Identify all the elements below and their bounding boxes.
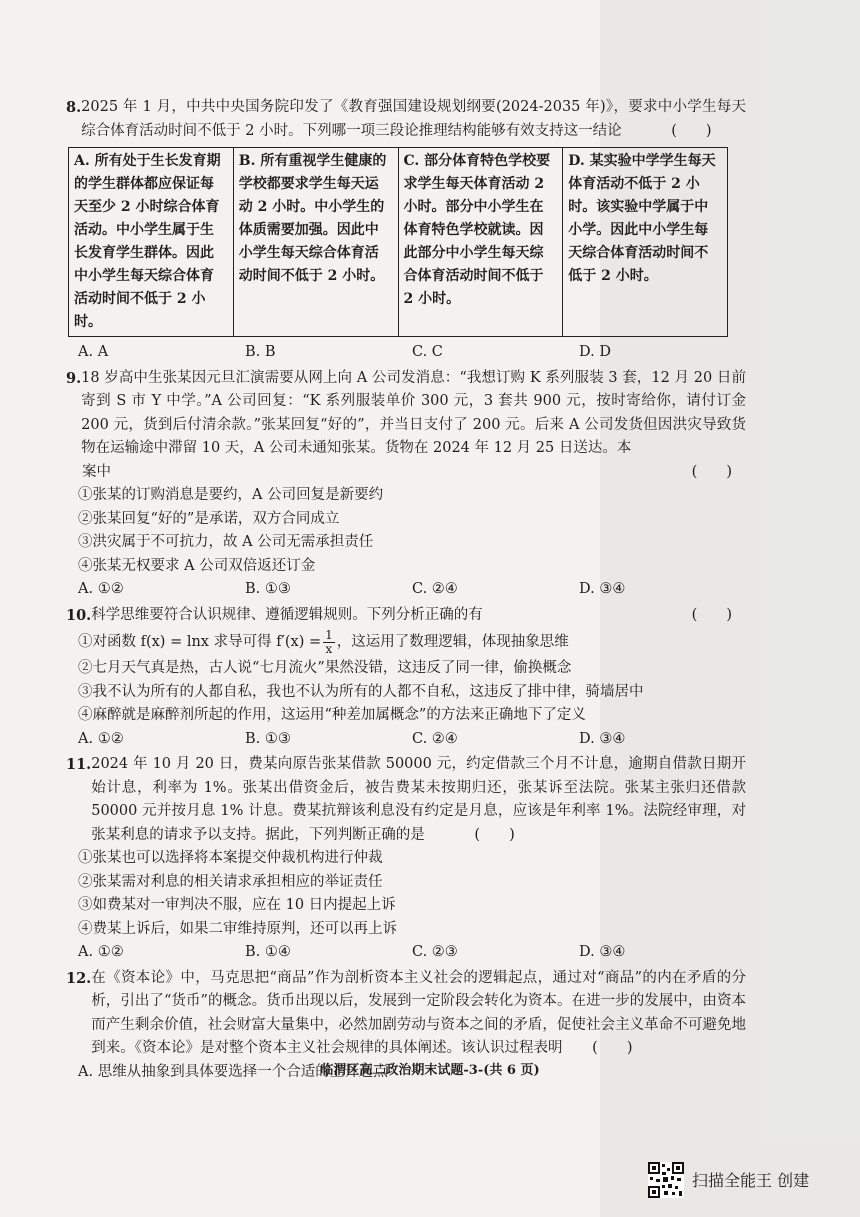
statement: ③如费某对一审判决不服，应在 10 日内提起上诉 xyxy=(78,897,396,913)
question-number: 8. xyxy=(66,99,82,116)
question-number: 9. xyxy=(66,369,82,387)
statement: ③洪灾属于不可抗力，故 A 公司无需承担责任 xyxy=(78,534,374,550)
scanner-watermark: 扫描全能王 创建 xyxy=(692,1171,810,1190)
option-a: A. ①② xyxy=(78,944,124,960)
question-number: 10. xyxy=(66,606,92,624)
statement: ②七月天气真是热，古人说“七月流火”果然没错，这违反了同一律，偷换概念 xyxy=(78,660,572,676)
syllogism-table xyxy=(68,147,728,337)
answer-bracket: ( ) xyxy=(671,122,712,139)
statement: ④麻醉就是麻醉剂所起的作用，这运用“种差加属概念”的方法来正确地下了定义 xyxy=(78,707,586,723)
question-text: 科学思维要符合认识规律、遵循逻辑规则。下列分析正确的有 xyxy=(91,606,483,623)
statement: ③我不认为所有的人都自私，我也不认为所有的人都不自私，这违反了排中律，骑墙居中 xyxy=(78,683,644,700)
statement: ②张某回复“好的”是承诺，双方合同成立 xyxy=(78,510,340,527)
answer-options xyxy=(66,728,746,752)
answer-bracket: ( ) xyxy=(474,826,515,843)
statement: ①对函数 f(x) = lnx 求导可得 f′(x) = $\frac{1}{x}$ ，这运用了数理逻辑，体现抽象思维 xyxy=(78,627,569,656)
option-d: D. D xyxy=(579,344,611,360)
fraction: $\frac{1}{x}$ xyxy=(325,627,333,656)
answer-bracket: ( ) xyxy=(691,463,732,480)
option-b: B. ①④ xyxy=(245,944,291,960)
question-11 xyxy=(66,753,746,965)
answer-options xyxy=(66,941,746,965)
page-footer: 临渭区高二政治期末试题-3-(共 6 页) xyxy=(320,1063,540,1078)
question-8 xyxy=(66,96,746,365)
question-text: 在《资本论》中，马克思把“商品”作为剖析资本主义社会的逻辑起点，通过对“商品”的内在矛盾的分析，引出了“货币”的概念。货币出现以后，发展到一定阶段会转化为资本。在进一步的发展中，由资本而产生剩余价值，社会财富大量集中，必然加剧劳动与资本之间的矛盾，促使社会主义革命不可避免地到来。《资本论》是对整个资本主义社会规律的具体阐述。该认识过程表明 ( ) xyxy=(91,967,746,1061)
option-a: A. ①② xyxy=(78,730,124,747)
statement: ④费某上诉后，如果二审维持原判，还可以再上诉 xyxy=(78,920,397,937)
question-text: 18 岁高中生张某因元旦汇演需要从网上向 A 公司发消息：“我想订购 K 系列服装 3 套，12 月 20 日前寄到 S 市 Y 中学。”A 公司回复：“K 系列服装单价 300 元，3 套共 900 元，按时寄给你，请付订金 200 元，货到后付清余款。”张某回复“好的”，并当日支付了 200 元。后来 A 公司发货但因洪灾导致货物在运输途中滞留 10 天，A 公司未通知张某。货物在 2024 年 12 月 25 日送达。本 xyxy=(81,369,746,456)
option-a: A. A xyxy=(78,344,109,360)
table-cell-a: A. 所有处于生长发育期的学生群体都应保证每天至少 2 小时综合体育活动。中小学生属于生长发育学生群体。因此中小学生每天综合体育活动时间不低于 2 小时。 xyxy=(69,148,234,337)
question-text-end: 案中 xyxy=(82,463,111,480)
table-cell-c: C. 部分体育特色学校要求学生每天体育活动 2 小时。部分中小学生在体育特色学校就读。因此部分中小学生每天综合体育活动时间不低于 2 小时。 xyxy=(398,148,563,337)
option-b: B. ①③ xyxy=(245,581,291,597)
qr-code-icon xyxy=(648,1162,684,1198)
statement: ④张某无权要求 A 公司双倍返还订金 xyxy=(78,557,316,574)
option-a: A. ①② xyxy=(78,581,124,597)
answer-options xyxy=(66,341,746,365)
question-text: 2024 年 10 月 20 日，费某向原告张某借款 50000 元，约定借款三个月不计息，逾期自借款日期开始计息，利率为 1%。张某出借资金后，被告费某未按期归还，张某诉至法院。张某主张归还借款 50000 元并按月息 1% 计息。费某抗辩该利息没有约定是月息，应该是年利率 1%。法院经审理，对张某利息的请求予以支持。据此，下列判断正确的是 ( ) xyxy=(91,753,746,847)
statement: ①张某也可以选择将本案提交仲裁机构进行仲裁 xyxy=(78,850,383,866)
option-c: C. C xyxy=(412,344,443,360)
option-b: B. ①③ xyxy=(245,730,291,747)
option-d: D. ③④ xyxy=(579,944,626,960)
question-list xyxy=(66,96,746,1086)
option-d: D. ③④ xyxy=(579,730,626,747)
question-number: 12. xyxy=(66,969,92,987)
answer-bracket: ( ) xyxy=(592,1040,633,1056)
answer-options xyxy=(66,578,746,602)
question-9 xyxy=(66,367,746,602)
question-text: 2025 年 1 月，中共中央国务院印发了《教育强国建设规划纲要(2024-2035 年)》，要求中小学生每天综合体育活动时间不低于 2 小时。下列哪一项三段论推理结构能够有效支持这一结论 ( ) xyxy=(81,96,746,143)
question-10 xyxy=(66,604,746,752)
statement: ②张某需对利息的相关请求承担相应的举证责任 xyxy=(78,873,383,890)
answer-bracket: ( ) xyxy=(691,606,732,623)
question-number: 11. xyxy=(66,756,92,773)
table-cell-b: B. 所有重视学生健康的学校都要求学生每天运动 2 小时。中小学生的体质需要加强。因此中小学生每天综合体育活动时间不低于 2 小时。 xyxy=(233,148,398,337)
option-b: B. B xyxy=(245,344,276,360)
table-cell-d: D. 某实验中学学生每天体育活动不低于 2 小时。该实验中学属于中小学。因此中小学生每天综合体育活动时间不低于 2 小时。 xyxy=(563,148,728,337)
option-d: D. ③④ xyxy=(579,581,626,597)
option-c: C. ②④ xyxy=(412,581,458,597)
option-a: A. 思维从抽象到具体要选择一个合适的上升起点 xyxy=(78,1063,388,1080)
option-c: C. ②③ xyxy=(412,944,458,960)
statement: ①张某的订购消息是要约，A 公司回复是新要约 xyxy=(78,487,384,503)
option-c: C. ②④ xyxy=(412,730,458,747)
